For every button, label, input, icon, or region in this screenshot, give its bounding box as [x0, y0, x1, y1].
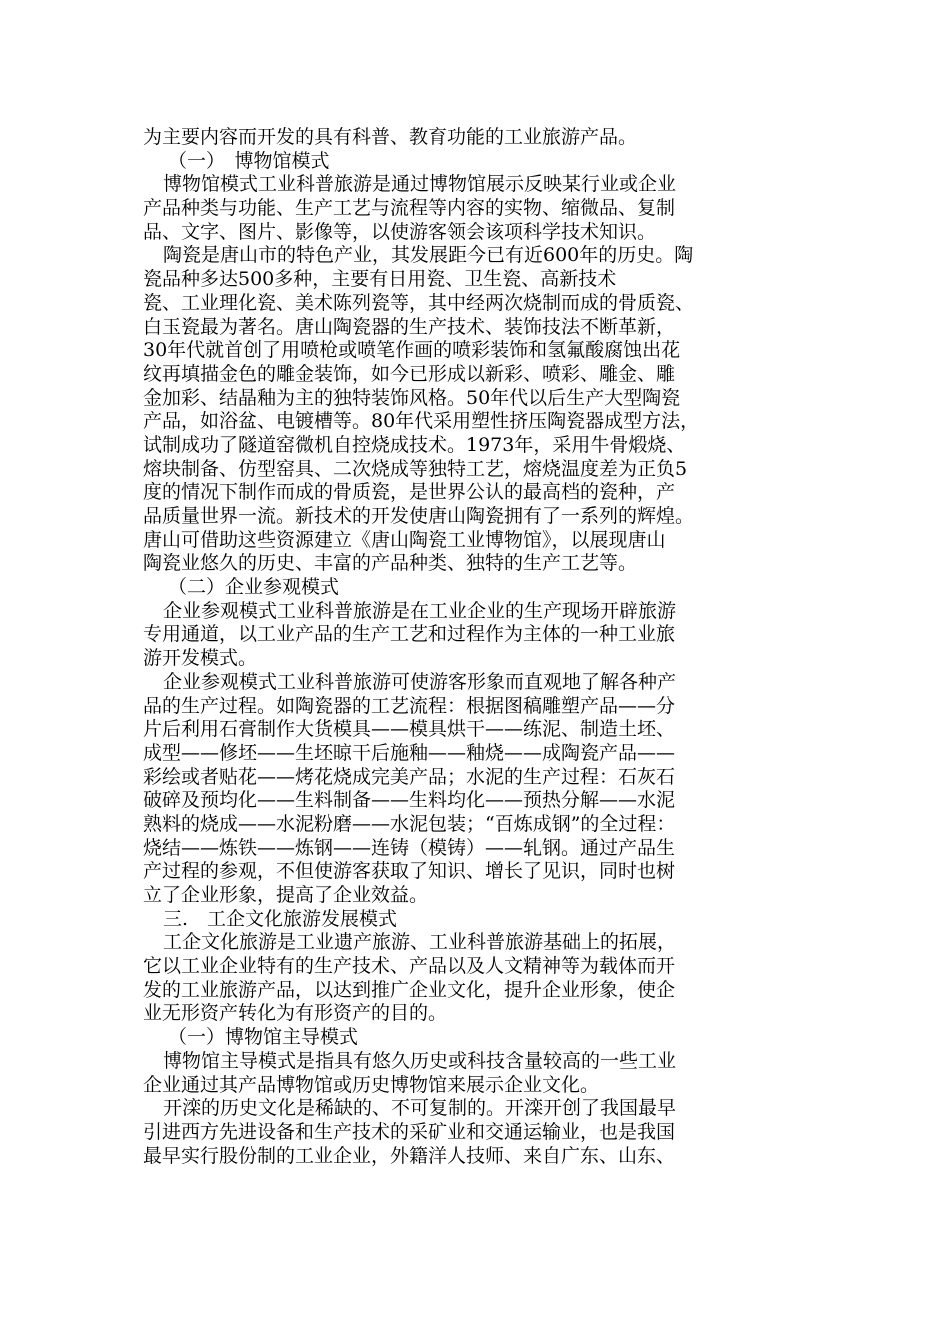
text-line: 企业通过其产品博物馆或历史博物馆来展示企业文化。 — [143, 1073, 600, 1096]
text-line: 最早实行股份制的工业企业，外籍洋人技师、来自广东、山东、 — [143, 1144, 676, 1167]
text-line: 品质量世界一流。新技术的开发使唐山陶瓷拥有了一系列的辉煌。 — [143, 505, 695, 527]
text-line: 成型——修坯——生坯晾干后施釉——釉烧——成陶瓷产品—— — [143, 741, 676, 764]
text-line: 开滦的历史文化是稀缺的、不可复制的。开滦开创了我国最早 — [163, 1097, 677, 1120]
text-line: 业无形资产转化为有形资产的目的。 — [143, 1002, 448, 1025]
section-heading: （二）企业参观模式 — [168, 576, 340, 599]
text-line: 试制成功了隧道窑微机自控烧成技术。1973年，采用牛骨煅烧、 — [143, 433, 686, 456]
text-line: 度的情况下制作而成的骨质瓷，是世界公认的最高档的瓷种，产 — [143, 481, 676, 504]
text-line: 纹再填描金色的雕金装饰，如今已形成以新彩、喷彩、雕金、雕 — [143, 362, 676, 385]
text-line: 产过程的参观，不但使游客获取了知识、增长了见识，同时也树 — [143, 860, 676, 883]
section-heading: （一）博物馆主导模式 — [168, 1026, 359, 1049]
text-line: 唐山可借助这些资源建立《唐山陶瓷工业博物馆》，以展现唐山 — [143, 528, 666, 551]
text-line: 金加彩、结晶釉为主的独特装饰风格。50年代以后生产大型陶瓷 — [143, 386, 681, 409]
text-line: 游开发模式。 — [143, 647, 258, 670]
text-line: 立了企业形象，提高了企业效益。 — [143, 884, 429, 906]
text-line: 彩绘或者贴花——烤花烧成完美产品；水泥的生产过程：石灰石 — [143, 765, 676, 788]
text-line: 企业参观模式工业科普旅游可使游客形象而直观地了解各种产 — [163, 670, 677, 693]
text-line: 为主要内容而开发的具有科普、教育功能的工业旅游产品。 — [143, 126, 638, 148]
text-line: 熔块制备、仿型窑具、二次烧成等独特工艺，熔烧温度差为正负5 — [143, 457, 688, 480]
text-line: 破碎及预均化——生料制备——生料均化——预热分解——水泥 — [143, 789, 676, 812]
section-heading: （一） 博物馆模式 — [168, 149, 330, 172]
text-line: 引进西方先进设备和生产技术的采矿业和交通运输业，也是我国 — [143, 1120, 676, 1143]
text-line: 博物馆主导模式是指具有悠久历史或科技含量较高的一些工业 — [163, 1049, 677, 1072]
text-line: 瓷、工业理化瓷、美术陈列瓷等，其中经两次烧制而成的骨质瓷、 — [143, 291, 695, 314]
text-line: 瓷品种多达500多种，主要有日用瓷、卫生瓷、高新技术 — [143, 268, 617, 291]
text-line: 产品，如浴盆、电镀槽等。80年代采用塑性挤压陶瓷器成型方法， — [143, 410, 700, 433]
text-line: 白玉瓷最为著名。唐山陶瓷器的生产技术、装饰技法不断革新， — [143, 315, 676, 338]
text-line: 发的工业旅游产品，以达到推广企业文化，提升企业形象，使企 — [143, 978, 676, 1001]
text-line: 30年代就首创了用喷枪或喷笔作画的喷彩装饰和氢氟酸腐蚀出花 — [143, 339, 681, 362]
text-line: 专用通道，以工业产品的生产工艺和过程作为主体的一种工业旅 — [143, 623, 676, 646]
text-line: 陶瓷业悠久的历史、丰富的产品种类、独特的生产工艺等。 — [143, 552, 638, 575]
text-line: 烧结——炼铁——炼钢——连铸（模铸）——轧钢。通过产品生 — [143, 836, 676, 859]
text-line: 企业参观模式工业科普旅游是在工业企业的生产现场开辟旅游 — [163, 599, 677, 622]
text-line: 熟料的烧成——水泥粉磨——水泥包装；“百炼成钢”的全过程： — [143, 812, 676, 835]
body-text — [143, 126, 803, 1168]
text-line: 它以工业企业特有的生产技术、产品以及人文精神等为载体而开 — [143, 955, 676, 978]
text-line: 品的生产过程。如陶瓷器的工艺流程：根据图稿雕塑产品——分 — [143, 694, 676, 717]
text-line: 工企文化旅游是工业遗产旅游、工业科普旅游基础上的拓展， — [163, 931, 677, 954]
text-line: 片后利用石膏制作大货模具——模具烘干——练泥、制造土坯、 — [143, 718, 676, 741]
text-line: 博物馆模式工业科普旅游是通过博物馆展示反映某行业或企业 — [163, 173, 677, 196]
text-line: 品、文字、图片、影像等，以使游客领会该项科学技术知识。 — [143, 220, 657, 243]
text-line: 陶瓷是唐山市的特色产业，其发展距今已有近600年的历史。陶 — [163, 244, 694, 267]
section-heading: 三. 工企文化旅游发展模式 — [163, 907, 398, 930]
text-line: 产品种类与功能、生产工艺与流程等内容的实物、缩微品、复制 — [143, 197, 676, 220]
